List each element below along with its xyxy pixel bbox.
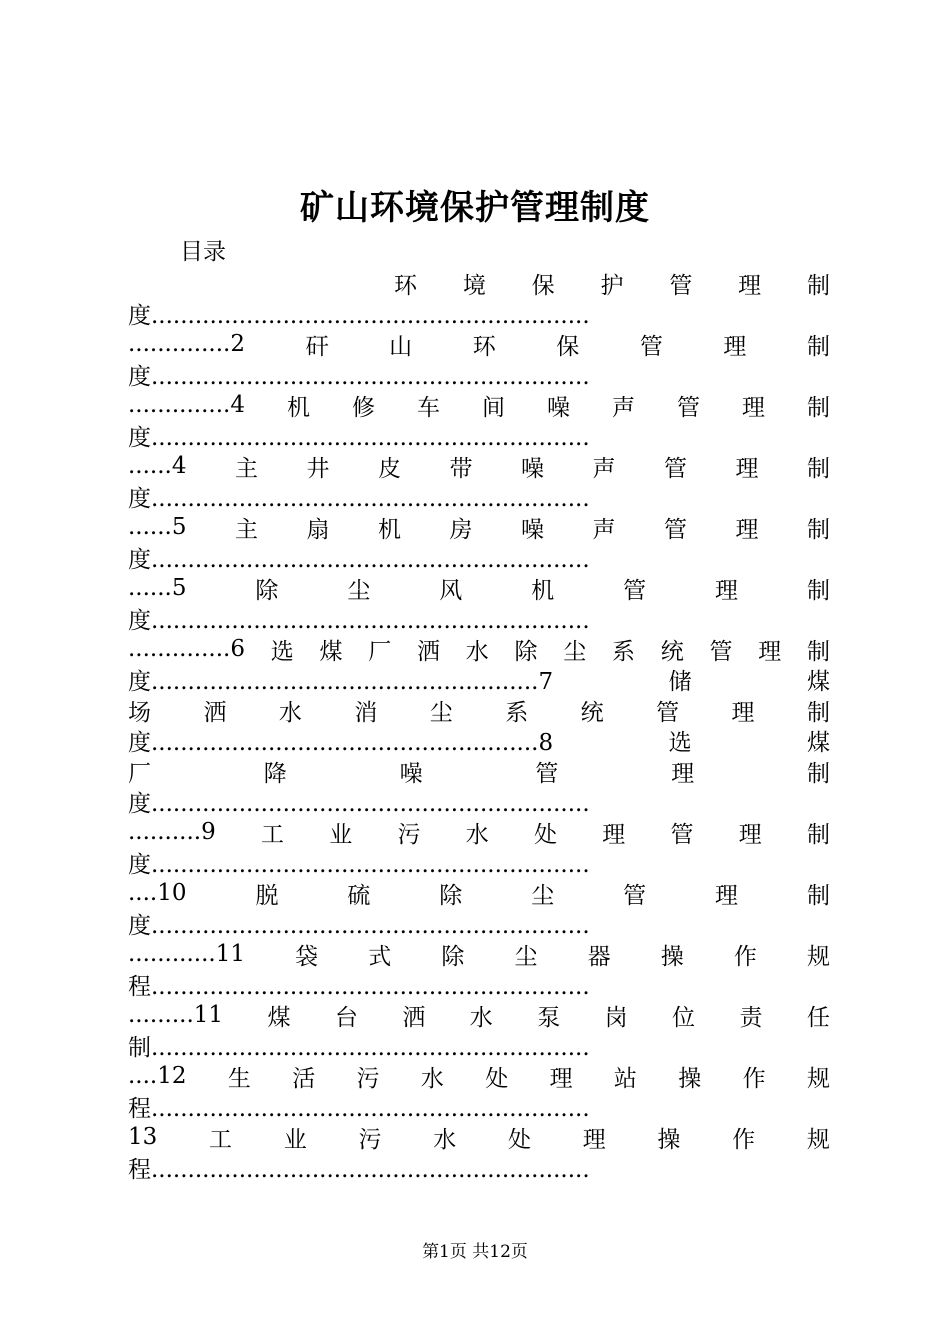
toc-token: 管 (670, 821, 694, 848)
toc-token: 制 (807, 455, 830, 482)
toc-token: 管 (669, 272, 693, 299)
toc-token: 岗 (604, 1004, 628, 1031)
toc-token: 式 (368, 943, 392, 970)
toc-token: 护 (600, 272, 624, 299)
toc-token: 水 (420, 1065, 444, 1092)
toc-token: 管 (656, 699, 680, 726)
toc-token: 工 (261, 821, 284, 848)
toc-token: 制 (806, 577, 830, 604)
toc-token: 器 (587, 943, 611, 970)
toc-token: 操 (657, 1126, 681, 1153)
toc-token: 管 (709, 638, 733, 665)
toc-line (128, 421, 830, 452)
toc-token: 度............................................................ (128, 547, 590, 573)
toc-token: 度.....................................................8 (128, 730, 554, 756)
toc-token: 度............................................................ (128, 913, 590, 939)
toc-token: 13 (128, 1124, 158, 1151)
toc-token: 噪 (547, 394, 570, 421)
toc-token: ............11 (128, 941, 245, 968)
toc-token: 水 (469, 1004, 493, 1031)
toc-token: 理 (582, 1126, 606, 1153)
toc-token: 管 (664, 455, 687, 482)
toc-token: 尘 (429, 699, 453, 726)
toc-line (128, 817, 830, 848)
toc-token: 皮 (378, 455, 401, 482)
toc-token: 系 (612, 638, 635, 665)
toc-line (128, 726, 830, 757)
toc-token: 制 (807, 394, 830, 421)
toc-token: 站 (613, 1065, 637, 1092)
toc-token: 度............................................................ (128, 608, 590, 634)
table-of-contents (128, 268, 830, 1183)
toc-token: 尘 (563, 638, 587, 665)
toc-line (128, 787, 830, 818)
toc-token: 水 (433, 1126, 457, 1153)
toc-token: 作 (742, 1065, 766, 1092)
toc-line (128, 390, 830, 421)
toc-token: 扇 (306, 516, 330, 543)
toc-token: 间 (482, 394, 505, 421)
toc-token: 理 (742, 394, 765, 421)
toc-token: 尘 (531, 882, 555, 909)
toc-line (128, 512, 830, 543)
toc-token: 声 (592, 516, 616, 543)
toc-token: 度.....................................................7 (128, 669, 554, 695)
toc-token: 规 (807, 943, 830, 970)
toc-token: 除 (439, 882, 463, 909)
toc-line (128, 1153, 830, 1184)
toc-line (128, 360, 830, 391)
toc-token: ..............6 (128, 636, 245, 663)
toc-token: 机 (531, 577, 555, 604)
toc-token: 度............................................................ (128, 303, 590, 329)
toc-token: 程............................................................ (128, 974, 590, 1000)
toc-token: 煤 (267, 1004, 291, 1031)
toc-token: 厂 (128, 760, 151, 787)
toc-token: 境 (462, 272, 486, 299)
toc-token: 袋 (295, 943, 319, 970)
page-footer: 第1页 共12页 (422, 1242, 528, 1262)
toc-token: 制 (807, 821, 830, 848)
toc-token: 制 (806, 882, 830, 909)
toc-token: 统 (580, 699, 604, 726)
toc-token: ..............4 (128, 392, 245, 419)
toc-token: 环 (472, 333, 496, 360)
toc-token: 噪 (521, 455, 544, 482)
toc-token: 水 (465, 821, 489, 848)
toc-token: 厂 (368, 638, 392, 665)
toc-token: 带 (449, 455, 473, 482)
toc-line (128, 878, 830, 909)
toc-line (128, 543, 830, 574)
toc-token: 理 (731, 699, 755, 726)
toc-token: 理 (602, 821, 626, 848)
toc-token: 声 (612, 394, 635, 421)
toc-token: 理 (715, 882, 739, 909)
toc-line (128, 329, 830, 360)
toc-token: ....12 (128, 1063, 187, 1090)
toc-token: ..............2 (128, 331, 245, 358)
toc-token: 保 (531, 272, 555, 299)
toc-line (128, 848, 830, 879)
toc-token: 脱 (255, 882, 279, 909)
toc-token: 生 (227, 1065, 251, 1092)
toc-token: 规 (806, 1065, 830, 1092)
toc-line (128, 939, 830, 970)
toc-token: 井 (306, 455, 330, 482)
toc-token: 统 (660, 638, 684, 665)
toc-token: 操 (660, 943, 684, 970)
toc-token: 修 (352, 394, 375, 421)
toc-line (128, 268, 830, 299)
toc-token: 房 (449, 516, 473, 543)
toc-token: 机 (378, 516, 401, 543)
toc-token: 除 (514, 638, 538, 665)
toc-token: 尘 (347, 577, 371, 604)
toc-token: 程............................................................ (128, 1157, 590, 1183)
toc-token: 山 (389, 333, 413, 360)
toc-token: 工 (209, 1126, 233, 1153)
toc-token: ......5 (128, 575, 187, 602)
toc-token: 车 (417, 394, 440, 421)
toc-token: 理 (671, 760, 695, 787)
toc-token: 机 (287, 394, 310, 421)
toc-token: 度............................................................ (128, 364, 590, 390)
toc-token: 管 (535, 760, 559, 787)
toc-token: 处 (534, 821, 557, 848)
toc-token: 理 (549, 1065, 573, 1092)
toc-token: 泵 (537, 1004, 561, 1031)
toc-token: 矸 (305, 333, 329, 360)
toc-token: 程............................................................ (128, 1096, 590, 1122)
toc-token: 规 (806, 1126, 830, 1153)
toc-token: 任 (806, 1004, 830, 1031)
toc-token: .........11 (128, 1002, 224, 1029)
toc-token: 污 (358, 1126, 382, 1153)
toc-token: 作 (733, 943, 757, 970)
toc-token: 制 (807, 638, 830, 665)
toc-token: 制 (806, 699, 830, 726)
toc-token: 噪 (399, 760, 423, 787)
toc-token: 洒 (417, 638, 440, 665)
toc-line (128, 1092, 830, 1123)
toc-token: 洒 (203, 699, 227, 726)
toc-token: 度............................................................ (128, 486, 590, 512)
toc-line (128, 970, 830, 1001)
toc-line (128, 1122, 830, 1153)
toc-token: 处 (507, 1126, 531, 1153)
toc-token: 污 (397, 821, 421, 848)
toc-token: 责 (739, 1004, 763, 1031)
toc-token: 污 (356, 1065, 380, 1092)
toc-token: 场 (128, 699, 151, 726)
toc-token: 降 (263, 760, 287, 787)
toc-token: 主 (235, 516, 258, 543)
toc-line (128, 299, 830, 330)
toc-line (128, 1000, 830, 1031)
toc-line (128, 482, 830, 513)
toc-token: 煤 (319, 638, 343, 665)
toc-token: 水 (465, 638, 489, 665)
toc-token: 选 (668, 730, 692, 756)
toc-token: 处 (485, 1065, 509, 1092)
toc-line (128, 634, 830, 665)
toc-token: ......5 (128, 514, 187, 541)
toc-token: 度............................................................ (128, 852, 590, 878)
toc-token: 制............................................................ (128, 1035, 590, 1061)
toc-token: 理 (715, 577, 739, 604)
toc-token: 声 (592, 455, 616, 482)
toc-token: 操 (678, 1065, 702, 1092)
toc-line (128, 1061, 830, 1092)
toc-token: 煤 (807, 730, 830, 756)
toc-token: 洒 (402, 1004, 426, 1031)
toc-token: 管 (623, 882, 647, 909)
toc-token: 硫 (347, 882, 371, 909)
toc-token: 水 (278, 699, 302, 726)
toc-token: 管 (639, 333, 663, 360)
toc-token: 制 (806, 760, 830, 787)
toc-line (128, 604, 830, 635)
toc-token: 活 (292, 1065, 316, 1092)
toc-token: 度............................................................ (128, 791, 590, 817)
toc-token: 风 (439, 577, 463, 604)
toc-line (128, 909, 830, 940)
toc-token: 台 (334, 1004, 358, 1031)
toc-token: 理 (735, 516, 759, 543)
toc-token: 业 (329, 821, 353, 848)
toc-token: 管 (664, 516, 687, 543)
toc-token: 管 (677, 394, 700, 421)
toc-token: 度............................................................ (128, 425, 590, 451)
toc-token: 选 (270, 638, 294, 665)
toc-token: 理 (758, 638, 782, 665)
toc-token: 作 (732, 1126, 756, 1153)
toc-line (128, 695, 830, 726)
document-title: 矿山环境保护管理制度 (300, 188, 650, 228)
toc-token: 系 (505, 699, 529, 726)
toc-token: 噪 (521, 516, 544, 543)
toc-token: 除 (441, 943, 465, 970)
toc-token: 环 (394, 272, 417, 299)
toc-token: 理 (723, 333, 747, 360)
toc-token: 制 (807, 516, 830, 543)
toc-token: 主 (235, 455, 258, 482)
toc-token: 煤 (807, 669, 830, 695)
toc-label: 目录 (180, 239, 226, 265)
toc-line (128, 573, 830, 604)
toc-token: 理 (738, 272, 762, 299)
toc-token: 业 (283, 1126, 307, 1153)
toc-token: 位 (672, 1004, 696, 1031)
toc-token: 除 (255, 577, 279, 604)
toc-token: 管 (623, 577, 647, 604)
toc-token: 消 (354, 699, 378, 726)
toc-token: 储 (668, 669, 692, 695)
toc-token: 尘 (514, 943, 538, 970)
toc-token: ......4 (128, 453, 187, 480)
toc-token: 制 (806, 333, 830, 360)
toc-token: 保 (556, 333, 580, 360)
toc-token: ....10 (128, 880, 187, 907)
toc-line (128, 1031, 830, 1062)
toc-token: 理 (738, 821, 762, 848)
toc-token: 理 (735, 455, 759, 482)
toc-line (128, 756, 830, 787)
toc-line (128, 665, 830, 696)
toc-token: 制 (806, 272, 830, 299)
toc-token: ..........9 (128, 819, 216, 846)
toc-line (128, 451, 830, 482)
